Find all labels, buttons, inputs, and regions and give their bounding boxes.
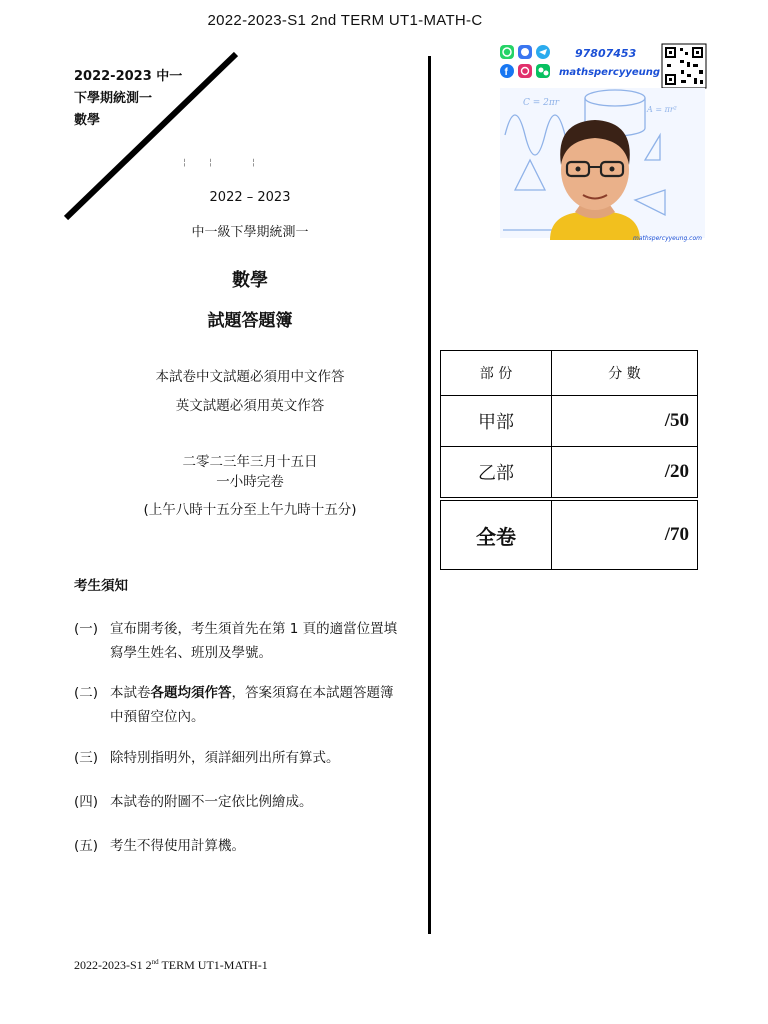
language-instruction-2: 英文試題必須用英文作答 <box>175 398 325 414</box>
instructions-title: 考生須知 <box>74 578 128 594</box>
table-row <box>441 447 698 500</box>
language-instruction-1: 本試卷中文試題必須用中文作答 <box>155 369 345 385</box>
cartoon-avatar <box>550 120 640 240</box>
brand-logo <box>495 40 710 245</box>
svg-text:f: f <box>504 67 508 78</box>
corner-label-term: 下學期統測一 <box>74 91 153 106</box>
instagram-icon <box>518 64 532 78</box>
instruction-text-before: 本試卷 <box>110 685 151 701</box>
footer-prefix: 2022-2023-S1 2 <box>74 958 152 972</box>
instruction-item <box>74 746 404 770</box>
telegram-icon <box>536 45 550 59</box>
corner-label-subject: 數學 <box>74 113 101 128</box>
qr-code-icon <box>662 44 706 88</box>
facebook-icon <box>500 64 514 78</box>
total-score: /70 <box>552 499 698 570</box>
instruction-number: (四) <box>74 794 99 810</box>
instruction-number: (五) <box>74 838 99 854</box>
section-a-label: 甲部 <box>441 396 552 447</box>
page-footer <box>74 958 268 973</box>
formula-area: A = πr² <box>647 105 677 114</box>
footer-suffix: TERM UT1-MATH-1 <box>158 958 268 972</box>
exam-time: (上午八時十五分至上午九時十五分) <box>143 502 357 518</box>
exam-date: 二零二三年三月十五日 <box>182 454 318 470</box>
instruction-text: 除特別指明外，須詳細列出所有算式。 <box>110 750 340 766</box>
section-b-score: /20 <box>552 447 698 500</box>
section-a-score: /50 <box>552 396 698 447</box>
faint-mark: ¦ ¦ ¦ <box>183 158 256 168</box>
header-section: 部 份 <box>441 351 552 396</box>
vertical-divider <box>428 56 431 934</box>
brand-website: mathspercyyeung.com <box>633 235 702 242</box>
score-table-header <box>441 351 698 396</box>
instruction-text: 本試卷的附圖不一定依比例繪成。 <box>110 794 313 810</box>
instruction-item <box>74 834 404 858</box>
instruction-text-after: ，答案須寫在本試題答題簿中預留空位內。 <box>110 685 394 725</box>
instruction-item <box>74 617 404 665</box>
brand-handle: mathspercyyeung <box>559 67 661 78</box>
header-score: 分 數 <box>552 351 698 396</box>
page-header-title: 2022-2023-S1 2nd TERM UT1-MATH-C <box>207 12 483 29</box>
footer-superscript: nd <box>151 958 159 966</box>
total-label: 全卷 <box>441 499 552 570</box>
corner-label-year: 2022-2023 中一 <box>74 69 183 84</box>
instruction-number: (三) <box>74 750 99 766</box>
formula-circumference: C = 2πr <box>523 98 560 108</box>
exam-name: 中一級下學期統測一 <box>191 225 309 240</box>
instruction-item <box>74 790 404 814</box>
exam-duration: 一小時完卷 <box>216 474 284 490</box>
brand-phone: 97807453 <box>575 47 637 60</box>
instruction-text-emphasis: 各題均須作答 <box>150 685 232 701</box>
whatsapp-icon <box>500 45 514 59</box>
subject-title: 數學 <box>232 270 268 291</box>
table-row <box>441 396 698 447</box>
school-year: 2022 – 2023 <box>209 190 291 205</box>
instruction-text: 考生不得使用計算機。 <box>110 838 245 854</box>
section-b-label: 乙部 <box>441 447 552 500</box>
signal-icon <box>518 45 532 59</box>
table-row-total <box>441 499 698 570</box>
booklet-title: 試題答題簿 <box>207 311 293 331</box>
instruction-number: (一) <box>74 621 99 637</box>
instruction-number: (二) <box>74 685 99 701</box>
instruction-text <box>110 681 404 729</box>
instruction-item <box>74 681 404 729</box>
wechat-icon <box>536 64 550 78</box>
score-table <box>440 350 698 570</box>
instruction-text: 宣布開考後，考生須首先在第 1 頁的適當位置填寫學生姓名、班別及學號。 <box>110 621 398 661</box>
